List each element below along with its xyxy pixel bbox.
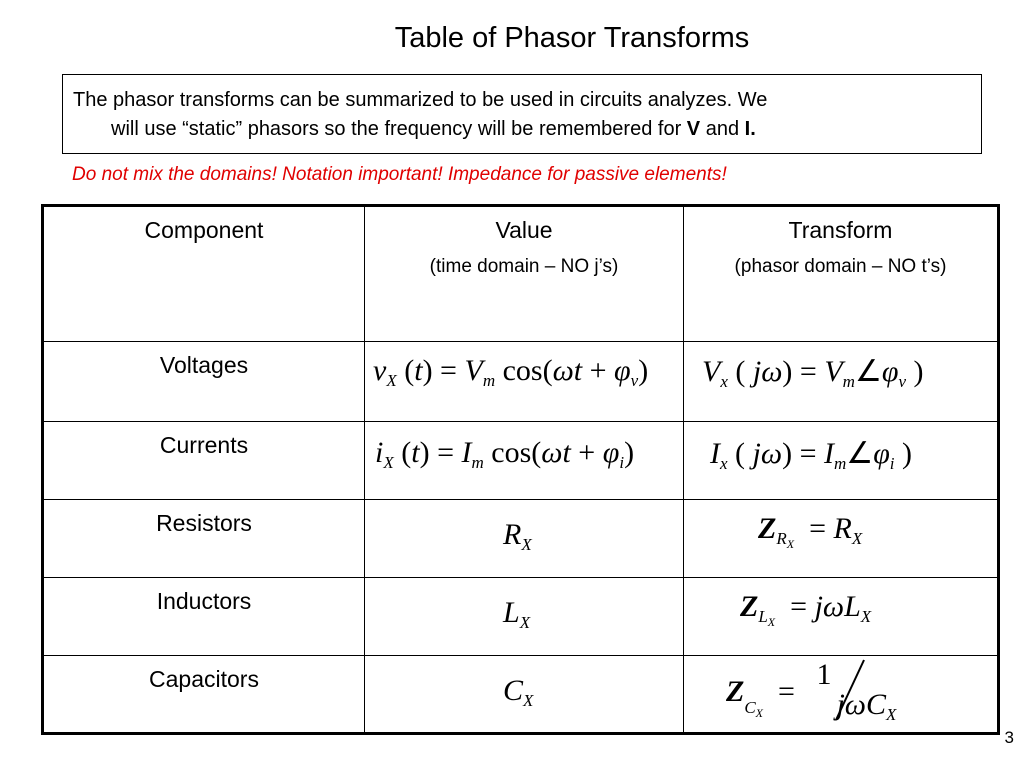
intro-line-1: The phasor transforms can be summarized to be used in circuits analyzes. We [73,89,768,111]
warning-note: Do not mix the domains! Notation important! Impedance for passive elements! [72,164,727,185]
formula-inductor-impedance: $Z_{L_X} = j\omega L_X$ [740,590,872,629]
cell-transform-voltages [684,342,999,422]
intro-and: and [705,118,740,140]
header-component [43,206,365,342]
cell-component-capacitors: Capacitors [43,656,365,734]
header-transform-sub: (phasor domain – NO t’s) [734,256,947,277]
header-row [43,206,999,342]
table-row-voltages [43,342,999,422]
cell-component-inductors: Inductors [43,578,365,656]
formula-resistor-impedance: $Z_{R_X} = R_X$ [758,512,863,551]
cell-value-resistors [365,500,684,578]
page-number: 3 [1004,728,1014,747]
formula-voltage-phasor: $V_x$ ( $j\omega) = V_m\angle\varphi_v$ ) [702,355,924,391]
slide-title: Table of Phasor Transforms [394,22,750,54]
formula-resistor-value: $R_X$ [503,518,532,554]
formula-capacitor-impedance: $Z_{C_X}$ = 1 jωC$_X$ [726,658,897,724]
table-row-currents [43,422,999,500]
cell-component-voltages: Voltages [43,342,365,422]
table-row-resistors [43,500,999,578]
cell-value-inductors [365,578,684,656]
cell-component-currents: Currents [43,422,365,500]
intro-line-2 [73,115,971,144]
cell-value-currents [365,422,684,500]
header-value [365,206,684,342]
formula-voltage-time: $v_X$ $(t) = V_m$ $\cos(\omega t + \varphi_v)$ [373,354,649,390]
formula-inductor-value: $L_X$ [503,596,531,632]
cell-value-capacitors [365,656,684,734]
formula-capacitor-value: $C_X$ [503,674,534,710]
header-component-label: Component [144,217,264,243]
cell-value-voltages [365,342,684,422]
table-row-inductors [43,578,999,656]
capacitor-fraction: 1 jωC$_X$ [816,658,897,724]
header-value-sub: (time domain – NO j’s) [429,256,619,277]
formula-current-time: $i_X$ $(t) = I_m$ $\cos(\omega t + \varphi_i)$ [375,436,635,472]
cell-transform-capacitors [684,656,999,734]
intro-bold-v: V [686,118,701,140]
table-row-capacitors [43,656,999,734]
header-transform-label: Transform [788,217,893,243]
cell-transform-currents [684,422,999,500]
intro-line-2-text: will use “static” phasors so the frequency will be remembered for [111,118,682,140]
intro-box [62,74,982,154]
header-value-label: Value [495,217,553,243]
formula-current-phasor: $I_x$ ( $j\omega) = I_m\angle\varphi_i$ ) [710,437,913,473]
intro-bold-i: I. [744,118,756,140]
header-transform [684,206,999,342]
cell-component-resistors: Resistors [43,500,365,578]
phasor-table [41,204,1000,735]
